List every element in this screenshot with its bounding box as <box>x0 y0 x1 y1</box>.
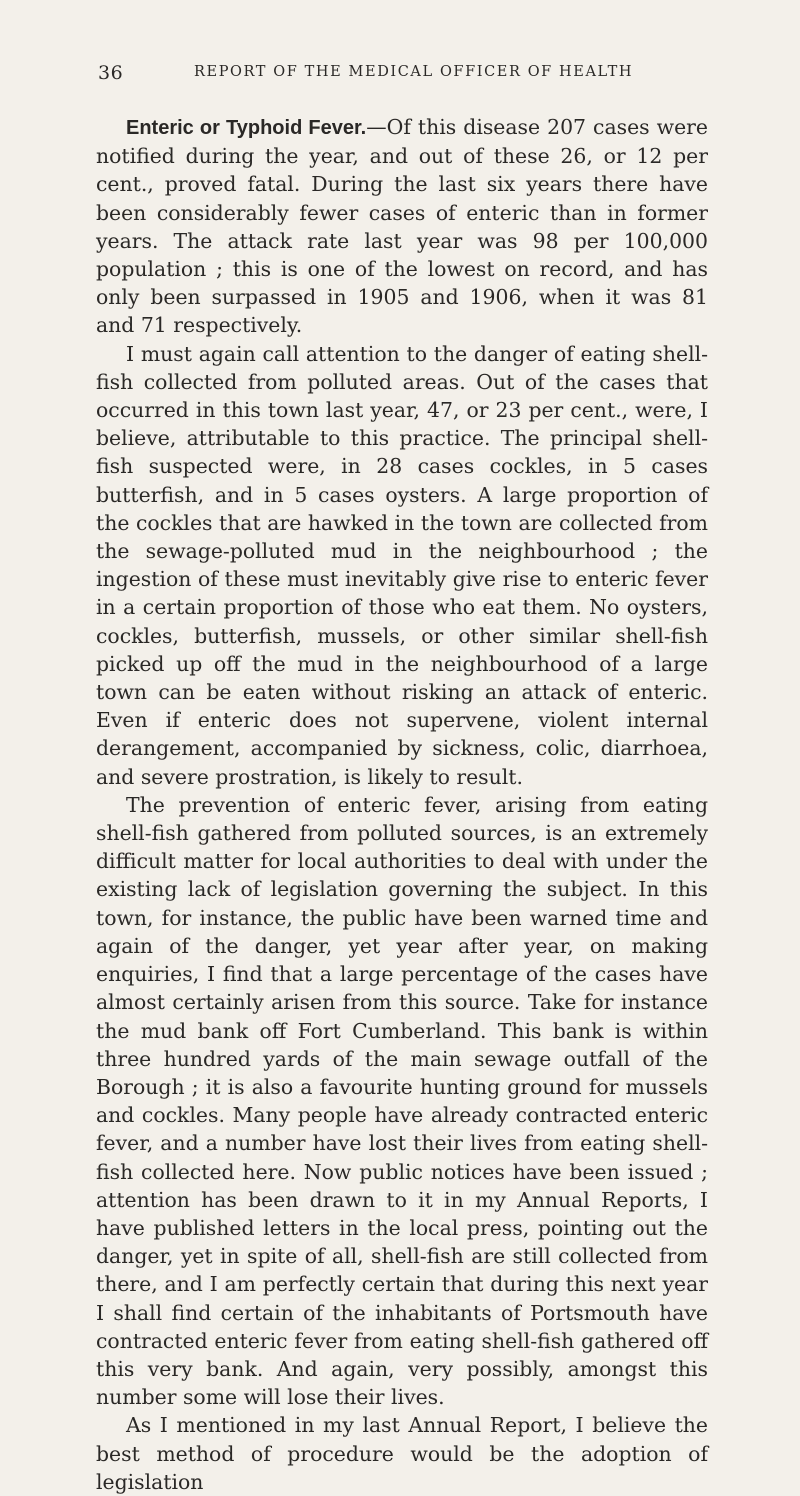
header-title: REPORT OF THE MEDICAL OFFICER OF HEALTH <box>194 64 634 80</box>
paragraph-1 <box>96 113 708 340</box>
page-number: 36 <box>98 62 124 84</box>
body-text <box>96 113 708 1496</box>
section-heading: Enteric or Typhoid Fever. <box>126 117 367 139</box>
paragraph-1-text: —Of this disease 207 cases were notified during the year, and out of these 26, or 12 per cent., proved fatal. During the last six years there have been considerably fewer cases of enteric than in former years. The attack rate last year was 98 per 100,000 population ; this is one of the lowest on record, and has only been surpassed in 1905 and 1906, when it was 81 and 71 respectively. <box>96 115 708 338</box>
paragraph-4: As I mentioned in my last Annual Report, I believe the best method of procedure would be the adoption of legislation <box>96 1413 708 1494</box>
paragraph-3: The prevention of enteric fever, arising from eating shell-fish gathered from polluted sources, is an extremely difficult matter for local authorities to deal with under the existing lack of legislation governing the subject. In this town, for instance, the public have been warned time and again of the danger, yet year after year, on making enquiries, I find that a large percentage of the cases have almost certainly arisen from this source. Take for instance the mud bank off Fort Cumberland. This bank is within three hundred yards of the main sewage outfall of the Borough ; it is also a favourite hunting ground for mussels and cockles. Many people have already contracted enteric fever, and a number have lost their lives from eating shell-fish collected here. Now public notices have been issued ; attention has been drawn to it in my Annual Reports, I have published letters in the local press, pointing out the danger, yet in spite of all, shell-fish are still collected from there, and I am perfectly certain that during this next year I shall find certain of the inhabitants of Portsmouth have contracted enteric fever from eating shell-fish gathered off this very bank. And again, very possibly, amongst this number some will lose their lives. <box>96 792 708 1410</box>
running-header <box>98 62 698 92</box>
paragraph-2: I must again call attention to the danger of eating shell-fish collected from polluted areas. Out of the cases that occurred in this town last year, 47, or 23 per cent., were, I believe, attributable to this practice. The principal shell-fish suspected were, in 28 cases cockles, in 5 cases butterfish, and in 5 cases oysters. A large proportion of the cockles that are hawked in the town are collected from the sewage-polluted mud in the neighbourhood ; the ingestion of these must inevitably give rise to enteric fever in a certain proportion of those who eat them. No oysters, cockles, butterfish, mussels, or other similar shell-fish picked up off the mud in the neighbourhood of a large town can be eaten without risking an attack of enteric. Even if enteric does not supervene, violent internal derangement, accompanied by sickness, colic, diarrhoea, and severe prostration, is likely to result. <box>96 341 708 789</box>
